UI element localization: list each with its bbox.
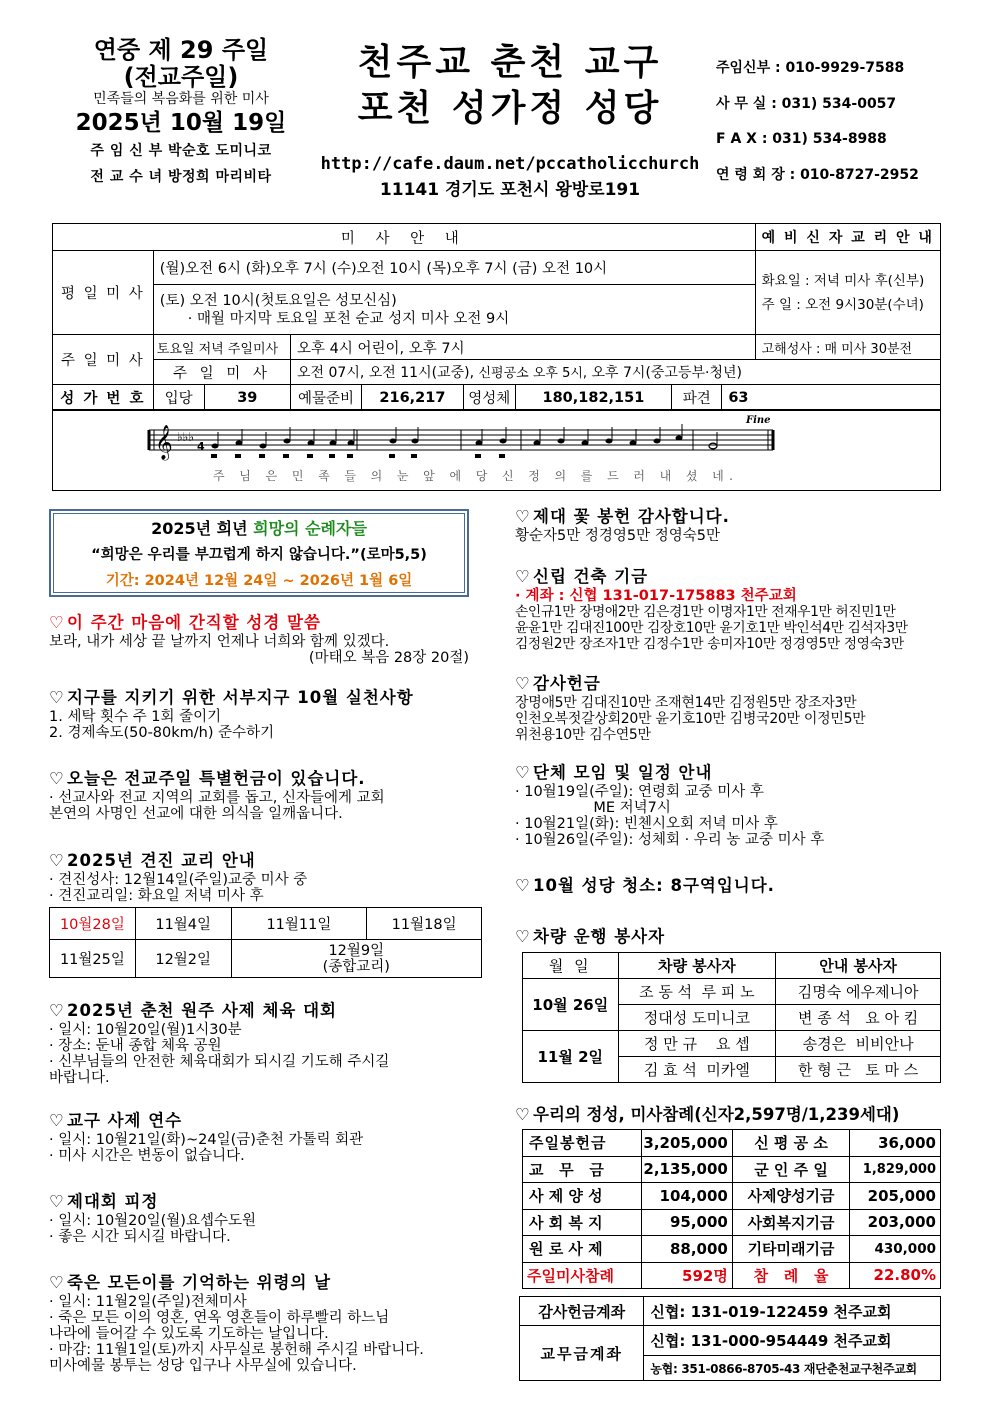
groups-line: · 10월26일(주일): 성체회 · 우리 농 교중 미사 후 [515, 832, 825, 848]
building-donors: 김정원2만 장조자1만 김정수1만 송미자10만 정경영5만 정영숙3만 [515, 636, 904, 652]
scripture-ref: (마태오 복음 28장 20절) [308, 650, 469, 666]
finance-value: 36,000 [850, 1130, 941, 1157]
weekday-label: 평 일 미 사 [53, 251, 154, 335]
sat-eve-label: 토요일 저녁 주일미사 [153, 335, 290, 360]
earth-section [49, 687, 479, 741]
training-line: · 일시: 10월21일(화)~24일(금)춘천 가톨릭 회관 [49, 1132, 364, 1148]
cleaning-title: 10월 성당 청소: 8구역입니다. [533, 876, 775, 895]
building-account: · 계좌 : 신협 131-017-175883 천주교회 [515, 588, 797, 604]
mission-line: · 선교사와 전교 지역의 교회를 돕고, 신자들에게 교회 [49, 790, 385, 806]
finance-value: 3,205,000 [642, 1130, 732, 1157]
mass-table [52, 223, 941, 411]
contact-pastor: 주임신부 : 010-9929-7588 [716, 60, 905, 76]
accounts-table [519, 1296, 941, 1381]
memorial-line: · 마감: 11월1일(토)까지 사무실로 봉헌해 주시길 바랍니다. [49, 1342, 424, 1358]
address: 11141 경기도 포천시 왕방로191 [379, 180, 641, 200]
mission-section [49, 768, 479, 822]
finance-value: 2,135,000 [642, 1156, 732, 1183]
memorial-line: 미사예물 봉투는 성당 입구나 사무실에 있습니다. [49, 1358, 357, 1374]
retreat-line: · 좋은 시간 되시길 바랍니다. [49, 1229, 231, 1245]
building-donors: 윤윤1만 김대진100만 김장호10만 윤기호1만 박인석4만 김석자3만 [515, 620, 908, 636]
cleaning-section [515, 875, 945, 897]
bulletin-date: 2025년 10월 19일 [75, 110, 287, 136]
finance-label: 주일봉헌금 [523, 1130, 642, 1157]
building-title: 신립 건축 기금 [533, 567, 649, 586]
heart-icon: ♡ [515, 674, 531, 693]
finance-label: 사제양성기금 [732, 1183, 849, 1210]
schedule-date: 11월4일 [135, 908, 231, 940]
psalm-lyrics: 주 님 은 민 족 들 의 눈 앞 에 당 신 정 의 를 드 러 내 셨 네. [213, 469, 734, 483]
sports-line: · 장소: 둔내 종합 체육 공원 [49, 1038, 222, 1054]
sunday-label: 주 일 미 사 [53, 335, 154, 385]
training-line: · 미사 시간은 변동이 없습니다. [49, 1148, 245, 1164]
heart-icon: ♡ [49, 1111, 65, 1130]
svg-text:4: 4 [197, 440, 205, 453]
sports-line: 바랍니다. [49, 1070, 110, 1086]
car-driver: 정대성 도미니코 [618, 1005, 776, 1031]
school-account-label: 교무금계좌 [520, 1326, 644, 1381]
hymn-offertory-label: 예물준비 [291, 385, 362, 411]
heart-icon: ♡ [49, 1192, 65, 1211]
finance-value: 104,000 [642, 1183, 732, 1210]
mass-title: 미 사 안 내 [53, 224, 756, 251]
heart-icon: ♡ [515, 1105, 530, 1124]
scripture-section [49, 612, 479, 666]
schedule-date: 12월2일 [135, 940, 231, 978]
jubilee-quote: “희망은 우리를 부끄럽게 하지 않습니다.”(로마5,5) [91, 547, 427, 563]
groups-title: 단체 모임 및 일정 안내 [533, 763, 713, 782]
groups-line: · 10월19일(주일): 연령회 교중 미사 후 [515, 784, 764, 800]
finance-value: 88,000 [642, 1236, 732, 1263]
earth-title: 지구를 지키기 위한 서부지구 10월 실천사항 [67, 688, 414, 707]
hymn-entrance-label: 입당 [153, 385, 204, 411]
heart-icon: ♡ [515, 927, 531, 946]
earth-item: 2. 경제속도(50-80km/h) 준수하기 [49, 725, 275, 741]
finance-label: 사회복지기금 [732, 1209, 849, 1236]
heart-icon: ♡ [49, 613, 65, 632]
car-header-date: 월 일 [523, 953, 619, 979]
flowers-text: 황순자5만 정경영5만 정영숙5만 [515, 528, 720, 544]
car-header-guide: 안내 봉사자 [776, 953, 941, 979]
week-subtitle: (전교주일) [123, 63, 239, 91]
hymn-offertory: 216,217 [361, 385, 463, 411]
retreat-section [49, 1191, 479, 1245]
schedule-date: 11월11일 [231, 908, 367, 940]
sunday-mass-label: 주 일 미 사 [153, 360, 290, 385]
thanks-section [515, 673, 945, 743]
groups-section [515, 762, 945, 848]
svg-text:𝄞: 𝄞 [155, 425, 173, 460]
car-header-driver: 차량 봉사자 [618, 953, 776, 979]
heart-icon: ♡ [49, 688, 65, 707]
building-donors: 손인규1만 장명애2만 김은경1만 이명자1만 전재우1만 허진민1만 [515, 604, 896, 620]
finance-label: 군 인 주 일 [732, 1156, 849, 1183]
catechumen-title: 예 비 신 자 교 리 안 내 [755, 224, 940, 251]
memorial-line: 나라에 들어갈 수 있도록 기도하는 날입니다. [49, 1326, 329, 1342]
car-guide: 한 형 근 토 마 스 [776, 1057, 941, 1083]
weekday-schedule: (월)오전 6시 (화)오후 7시 (수)오전 10시 (목)오후 7시 (금) 오전 10시 [153, 251, 755, 285]
finance-value: 1,829,000 [850, 1156, 941, 1183]
heart-icon: ♡ [515, 876, 531, 895]
hymn-communion-label: 영성체 [464, 385, 516, 411]
header-left [50, 36, 312, 190]
flowers-title: 제대 꽃 봉헌 감사합니다. [533, 507, 730, 526]
jubilee-year: 2025년 희년 [151, 519, 248, 538]
header-center [300, 40, 720, 202]
groups-line: ME 저녁7시 [515, 800, 671, 816]
finance-title: 우리의 정성, 미사참례(신자2,597명/1,239세대) [533, 1105, 900, 1124]
youth-mass: 오후 7시(중고등부·청년) [591, 365, 742, 381]
car-guide: 변 종 석 요 아 킴 [776, 1005, 941, 1031]
svg-text:♭♭♭: ♭♭♭ [177, 430, 194, 444]
finance-label: 원 로 사 제 [523, 1236, 642, 1263]
memorial-section [49, 1272, 479, 1374]
flowers-section [515, 506, 945, 544]
finance-label: 사 제 양 성 [523, 1183, 642, 1210]
retreat-line: · 일시: 10월20일(월)요셉수도원 [49, 1213, 256, 1229]
hymn-entrance: 39 [204, 385, 290, 411]
building-section [515, 566, 945, 652]
martyr-shrine-mass: · 매월 마지막 토요일 포천 순교 성지 미사 오전 9시 [187, 310, 510, 327]
contact-funeral: 연 령 회 장 : 010-8727-2952 [716, 166, 919, 183]
training-title: 교구 사제 연수 [67, 1111, 183, 1130]
finance-label: 사 회 복 지 [523, 1209, 642, 1236]
attendance-label: 주일미사참례 [523, 1262, 642, 1289]
catechumen-sun: 주 일 : 오전 9시30분(수녀) [761, 296, 924, 313]
confirmation-title: 2025년 견진 교리 안내 [67, 851, 256, 870]
contact-office: 사 무 실 : 031) 534-0057 [716, 95, 897, 112]
school-account: 신협: 131-000-954449 천주교회 [644, 1326, 941, 1356]
schedule-note: (종합교리) [322, 958, 390, 975]
mission-line: 본연의 사명인 선교에 대한 의식을 일깨웁니다. [49, 806, 343, 822]
fine-mark: Fine [746, 415, 771, 426]
car-driver: 김 효 석 미카엘 [618, 1057, 776, 1083]
groups-line: · 10월21일(화): 빈첸시오회 저녁 미사 후 [515, 816, 778, 832]
schedule-date: 11월25일 [50, 940, 136, 978]
nonghyup-account: 농협: 351-0866-8705-43 재단춘천교구천주교회 [644, 1356, 941, 1381]
diocese-title: 천주교 춘천 교구 [357, 42, 663, 83]
sports-section [49, 1000, 479, 1086]
psalm-staff [52, 409, 941, 491]
car-driver: 정 만 규 요 셉 [618, 1031, 776, 1057]
parish-title: 포천 성가정 성당 [357, 88, 663, 129]
scripture-title: 이 주간 마음에 간직할 성경 말씀 [67, 613, 321, 632]
schedule-date: 12월9일 [328, 942, 385, 959]
heart-icon: ♡ [49, 769, 65, 788]
training-section [49, 1110, 479, 1164]
retreat-title: 제대회 피정 [67, 1192, 159, 1211]
cafe-url[interactable]: http://cafe.daum.net/pccatholicchurch [320, 154, 700, 174]
finance-value: 95,000 [642, 1209, 732, 1236]
finance-value: 205,000 [850, 1183, 941, 1210]
thanks-account-label: 감사헌금계좌 [520, 1297, 644, 1326]
heart-icon: ♡ [515, 567, 531, 586]
hymn-dismissal: 63 [722, 385, 941, 411]
saturday-mass: (토) 오전 10시(첫토요일은 성모신심) [159, 292, 397, 309]
confirmation-schedule [49, 907, 482, 978]
finance-label: 기타미래기금 [732, 1236, 849, 1263]
thanks-account: 신협: 131-019-122459 천주교회 [644, 1297, 941, 1326]
confirmation-line: · 견진교리일: 화요일 저녁 미사 후 [49, 888, 264, 904]
car-date: 11월 2일 [523, 1031, 619, 1083]
confession: 고해성사 : 매 미사 30분전 [755, 335, 940, 360]
jubilee-theme: 희망의 순례자들 [253, 519, 367, 538]
music-notation [53, 410, 939, 489]
jubilee-box [49, 509, 469, 597]
jubilee-period: 기간: 2024년 12월 24일 ~ 2026년 1월 6일 [105, 573, 413, 589]
confirmation-line: · 견진성사: 12월14일(주일)교중 미사 중 [49, 872, 308, 888]
car-guide: 송경은 비비안나 [776, 1031, 941, 1057]
hymn-dismissal-label: 파견 [672, 385, 722, 411]
attendance-rate: 22.80% [850, 1262, 941, 1289]
sunday-mass-times: 오전 07시, 오전 11시(교중), [297, 365, 475, 381]
memorial-title: 죽은 모든이를 기억하는 위령의 날 [67, 1273, 332, 1292]
heart-icon: ♡ [515, 507, 531, 526]
car-guide: 김명숙 에우제니아 [776, 979, 941, 1005]
pastor: 주 임 신 부 박순호 도미니코 [90, 143, 272, 159]
finance-section [515, 1104, 955, 1126]
heart-icon: ♡ [49, 851, 65, 870]
thanks-donors: 장명애5만 김대진10만 조재현14만 김정원5만 장조자3만 [515, 695, 857, 711]
car-date: 10월 26일 [523, 979, 619, 1031]
heart-icon: ♡ [49, 1273, 65, 1292]
week-title: 연중 제 29 주일 [93, 36, 269, 64]
sports-line: · 일시: 10월20일(월)1시30분 [49, 1022, 242, 1038]
catechumen-tue: 화요일 : 저녁 미사 후(신부) [761, 272, 925, 289]
cars-title: 차량 운행 봉사자 [533, 927, 666, 946]
attendance-count: 592명 [642, 1262, 732, 1289]
mission-title: 오늘은 전교주일 특별헌금이 있습니다. [67, 769, 366, 788]
scripture-text: 보라, 내가 세상 끝 날까지 언제나 너희와 함께 있겠다. [49, 634, 390, 650]
cars-section [515, 926, 945, 948]
memorial-line: · 죽은 모든 이의 영혼, 연옥 영혼들이 하루빨리 하느님 [49, 1310, 390, 1326]
thanks-donors: 인천오복젓갈상회20만 윤기호10만 김병국20만 이정민5만 [515, 711, 866, 727]
finance-value: 430,000 [850, 1236, 941, 1263]
hymn-communion: 180,182,151 [515, 385, 672, 411]
attendance-rate-label: 참 례 율 [732, 1262, 849, 1289]
schedule-date: 10월28일 [50, 908, 136, 940]
thanks-donors: 위천용10만 김수연5만 [515, 727, 651, 743]
car-volunteer-table [522, 952, 941, 1083]
finance-label: 교 무 금 [523, 1156, 642, 1183]
car-driver: 조 동 석 루 피 노 [618, 979, 776, 1005]
finance-label: 신 평 공 소 [732, 1130, 849, 1157]
hymn-label: 성 가 번 호 [53, 385, 154, 411]
sports-title: 2025년 춘천 원주 사제 체육 대회 [67, 1001, 337, 1020]
contacts [716, 56, 956, 198]
memorial-line: · 일시: 11월2일(주일)전체미사 [49, 1294, 247, 1310]
finance-table [522, 1129, 941, 1289]
heart-icon: ♡ [49, 1001, 65, 1020]
thanks-title: 감사헌금 [533, 674, 601, 693]
schedule-date: 11월18일 [367, 908, 482, 940]
heart-icon: ♡ [515, 763, 531, 782]
sinpyeong-mass: 신평공소 오후 5시, [478, 366, 588, 381]
motto: 민족들의 복음화를 위한 미사 [93, 91, 269, 107]
sat-eve-mass: 오후 4시 어린이, 오후 7시 [291, 335, 756, 360]
earth-item: 1. 세탁 횟수 주 1회 줄이기 [49, 709, 222, 725]
sister: 전 교 수 녀 방정희 마리비타 [90, 169, 272, 185]
finance-value: 203,000 [850, 1209, 941, 1236]
sports-line: · 신부님들의 안전한 체육대회가 되시길 기도해 주시길 [49, 1054, 390, 1070]
confirmation-section [49, 850, 479, 904]
contact-fax: F A X : 031) 534-8988 [716, 131, 887, 147]
